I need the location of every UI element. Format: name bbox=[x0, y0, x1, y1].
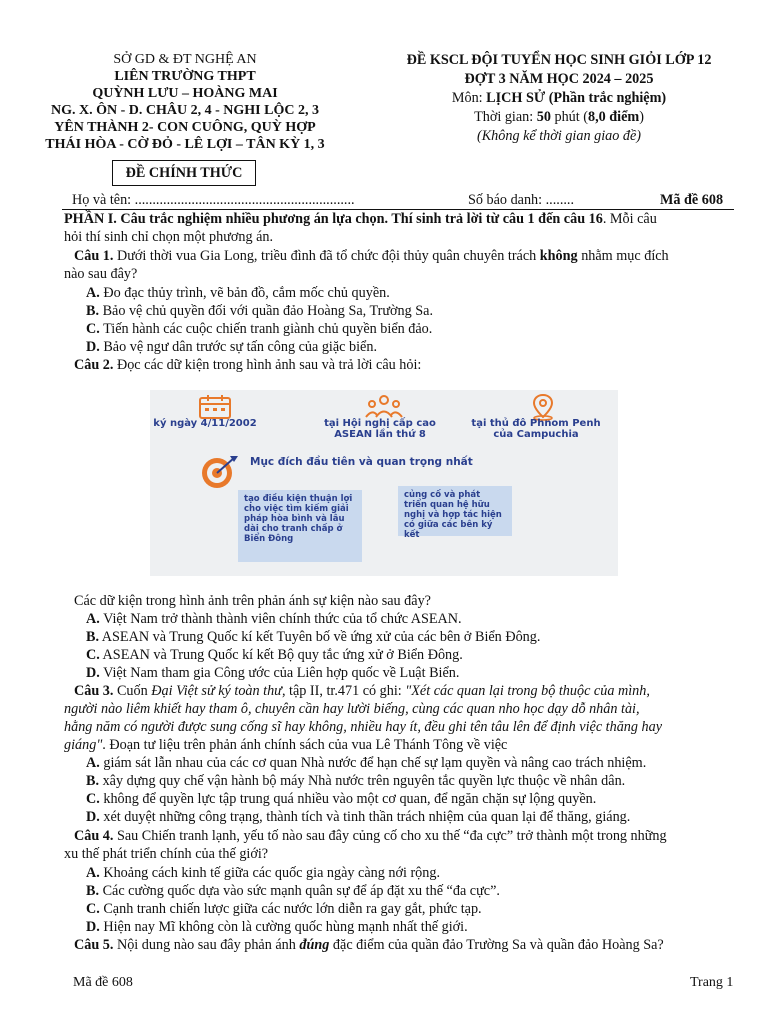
infographic-date: ký ngày 4/11/2002 bbox=[153, 418, 257, 429]
q2-option-b: B. ASEAN và Trung Quốc kí kết Tuyên bố về ứng xử của các bên ở Biển Đông. bbox=[86, 629, 541, 645]
question-3-cont: giáng". Đoạn tư liệu trên phản ánh chính sách của vua Lê Thánh Tông về việc bbox=[64, 737, 508, 753]
question-2: Câu 2. Đọc các dữ kiện trong hình ảnh sau và trả lời câu hỏi: bbox=[74, 357, 422, 373]
question-1: Câu 1. Dưới thời vua Gia Long, triều đình đã tổ chức đội thủy quân chuyên trách không nhằm mục đích bbox=[74, 248, 669, 264]
exam-code: Mã đề 608 bbox=[660, 192, 724, 208]
page-number: Trang 1 bbox=[690, 975, 734, 990]
footer-exam-code: Mã đề 608 bbox=[73, 975, 133, 990]
question-1-cont: nào sau đây? bbox=[64, 266, 138, 282]
q1-option-b: B. Bảo vệ chủ quyền đối với quần đảo Hoàng Sa, Trường Sa. bbox=[86, 303, 434, 319]
part-instruction: hỏi thí sinh chỉ chọn một phương án. bbox=[64, 229, 274, 245]
exam-subject: Môn: LỊCH SỬ (Phần trắc nghiệm) bbox=[451, 90, 667, 106]
q2-option-c: C. ASEAN và Trung Quốc kí kết Bộ quy tắc ứng xử ở Biển Đông. bbox=[86, 647, 463, 663]
question-4-cont: xu thế phát triển chính của thế giới? bbox=[64, 846, 269, 862]
school-group-line: THÁI HÒA - CỜ ĐỎ - LÊ LỢI – TÂN KỲ 1, 3 bbox=[45, 137, 325, 152]
question-3: Câu 3. Cuốn Đại Việt sử ký toàn thư, tập II, tr.471 có ghi: "Xét các quan lại trong bộ thuộc của mình, bbox=[74, 683, 650, 699]
candidate-number-field: Số báo danh: ........ bbox=[468, 192, 575, 208]
question-4: Câu 4. Sau Chiến tranh lạnh, yếu tố nào sau đây củng cố cho xu thế “đa cực” trở thành một trong những bbox=[74, 828, 667, 844]
part-title: PHẦN I. Câu trắc nghiệm nhiều phương án lựa chọn. Thí sinh trả lời từ câu 1 đến câu 16. Mỗi câu bbox=[64, 211, 657, 227]
q4-option-b: B. Các cường quốc dựa vào sức mạnh quân sự để áp đặt xu thế “đa cực”. bbox=[86, 883, 500, 899]
location-pin-icon bbox=[530, 393, 556, 421]
infographic-purpose-box-2: củng cố và phát triển quan hệ hữu nghị và hợp tác hiện có giữa các bên ký kết bbox=[398, 486, 512, 536]
exam-header bbox=[350, 51, 768, 146]
q4-option-c: C. Cạnh tranh chiến lược giữa các nước lớn diễn ra gay gắt, phức tạp. bbox=[86, 901, 482, 917]
doc-infographic bbox=[150, 390, 618, 576]
q4-option-d: D. Hiện nay Mĩ không còn là cường quốc hùng mạnh nhất thế giới. bbox=[86, 919, 468, 935]
q2-option-d: D. Việt Nam tham gia Công ước của Liên hợp quốc về Luật Biển. bbox=[86, 665, 460, 681]
school-group-line: YÊN THÀNH 2- CON CUÔNG, QUỲ HỢP bbox=[54, 120, 316, 135]
q3-option-b: B. xây dựng quy chế vận hành bộ máy Nhà nước trên nguyên tắc quyền lực thuộc về nhân dân. bbox=[86, 773, 626, 789]
school-header bbox=[20, 51, 350, 153]
q1-option-c: C. Tiến hành các cuộc chiến tranh giành chủ quyền biển đảo. bbox=[86, 321, 433, 337]
question-3-quote: người nào liêm khiết hay tham ô, chuyên cần hay lười biếng, cùng các quan nho học dạy dỗ nhân tài, bbox=[64, 701, 640, 717]
question-3-quote: hằng năm có người được sung cống sĩ hay không, nhiều hay ít, đều ghi tên tâu lên để định việc thăng hay bbox=[64, 719, 663, 735]
meeting-icon bbox=[364, 393, 404, 421]
school-group-line: QUỲNH LƯU – HOÀNG MAI bbox=[92, 86, 278, 101]
department-name: SỞ GD & ĐT NGHỆ AN bbox=[113, 52, 257, 67]
question-5: Câu 5. Nội dung nào sau đây phản ánh đúng đặc điểm của quần đảo Trường Sa và quần đảo Hoàng Sa? bbox=[74, 937, 664, 953]
target-icon bbox=[200, 454, 240, 490]
exam-title: ĐỀ KSCL ĐỘI TUYỂN HỌC SINH GIỎI LỚP 12 bbox=[406, 52, 712, 68]
question-2-prompt: Các dữ kiện trong hình ảnh trên phản ánh sự kiện nào sau đây? bbox=[74, 593, 431, 609]
school-group-name: LIÊN TRƯỜNG THPT bbox=[114, 69, 256, 84]
q3-option-a: A. giám sát lẫn nhau của các cơ quan Nhà nước để hạn chế sự lạm quyền và nâng cao trách nhiệm. bbox=[86, 755, 647, 771]
q3-option-c: C. không để quyền lực tập trung quá nhiều vào một cơ quan, để ngăn chặn sự lộng quyền. bbox=[86, 791, 597, 807]
candidate-info bbox=[72, 191, 742, 209]
q4-option-a: A. Khoảng cách kinh tế giữa các quốc gia ngày càng nới rộng. bbox=[86, 865, 440, 881]
exam-duration: Thời gian: 50 phút (8,0 điểm) bbox=[474, 109, 644, 125]
exam-round: ĐỢT 3 NĂM HỌC 2024 – 2025 bbox=[464, 71, 654, 87]
infographic-purpose-box-1: tạo điều kiện thuận lợi cho việc tìm kiếm giải pháp hòa bình và lâu dài cho tranh chấp ở Biển Đông bbox=[238, 490, 362, 562]
q2-option-a: A. Việt Nam trở thành thành viên chính thức của tổ chức ASEAN. bbox=[86, 611, 462, 627]
q3-option-d: D. xét duyệt những công trạng, thành tích và tinh thần trách nhiệm của quan lại để thăng, giáng. bbox=[86, 809, 631, 825]
infographic-purpose: Mục đích đầu tiên và quan trọng nhất bbox=[250, 456, 473, 468]
infographic-place: tại thủ đô Phnom Penh của Campuchia bbox=[471, 418, 601, 440]
q1-option-d: D. Bảo vệ ngư dân trước sự tấn công của giặc biển. bbox=[86, 339, 377, 355]
name-field: Họ và tên: .............................................................. bbox=[72, 192, 355, 208]
school-group-line: NG. X. ÔN - D. CHÂU 2, 4 - NGHI LỘC 2, 3 bbox=[51, 103, 319, 118]
calendar-icon bbox=[198, 394, 234, 420]
infographic-conference: tại Hội nghị cấp cao ASEAN lần thứ 8 bbox=[324, 418, 436, 440]
exam-note: (Không kể thời gian giao đề) bbox=[476, 128, 641, 144]
q1-option-a: A. Đo đạc thủy trình, vẽ bản đồ, cắm mốc chủ quyền. bbox=[86, 285, 390, 301]
official-exam-box: ĐỀ CHÍNH THỨC bbox=[112, 160, 256, 186]
